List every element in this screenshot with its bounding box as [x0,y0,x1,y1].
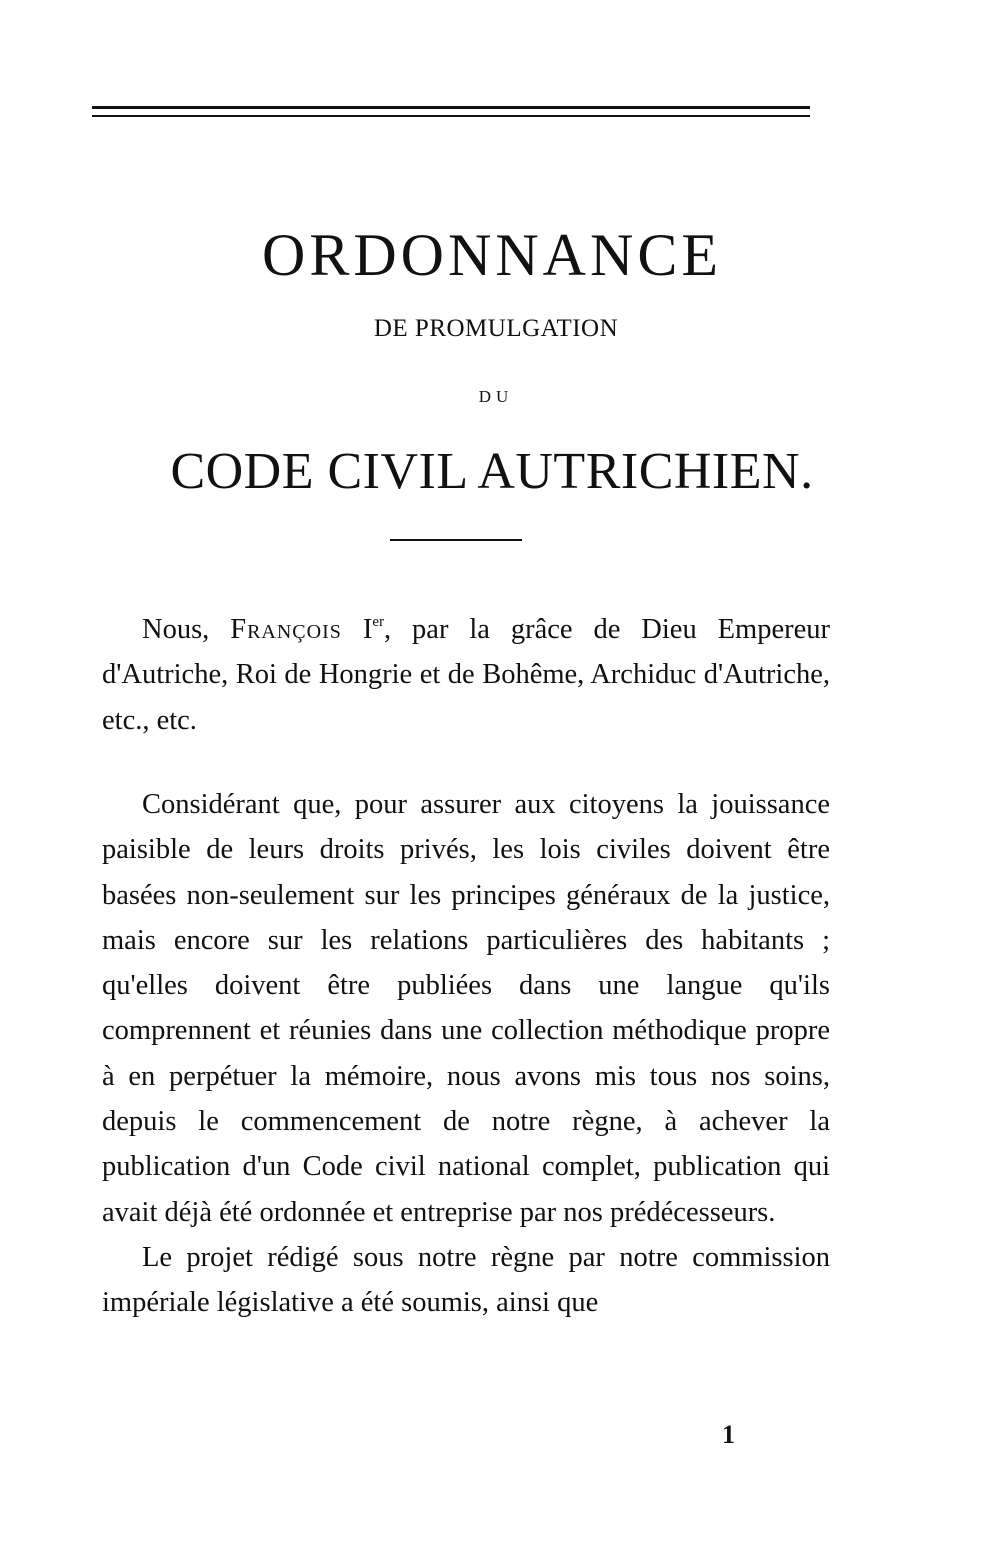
page-title: ORDONNANCE [262,222,722,288]
body-text [102,782,830,1326]
page-subtitle: DE PROMULGATION [373,315,619,342]
body-paragraph: Considérant que, pour assurer aux citoyens la jouissance paisible de leurs droits privés, les lois civiles doivent être basées non-seulement sur les principes généraux de la justice, mais encore sur les relations particulières des habitants ; qu'elles doivent être publiées dans une langue qu'ils comprennent et réunies dans une collection méthodique propre à en perpétuer la mémoire, nous avons mis tous nos soins, depuis le commencement de notre règne, à achever la publication d'un Code civil national complet, publication qui avait déjà été ordonnée et entreprise par nos prédécesseurs. [102,789,830,1228]
body-paragraph: Le projet rédigé sous notre règne par notre commission impériale législative a été soumis, ainsi que [102,1241,830,1319]
section-rule [390,539,522,541]
regnal-numeral: I [362,614,373,645]
opening-lead: Nous, [142,614,231,645]
page-number: 1 [722,1420,735,1449]
sovereign-name: François [230,614,342,645]
code-title: CODE CIVIL AUTRICHIEN. [170,443,814,500]
top-rule-thin [92,115,810,117]
top-rule [92,106,810,109]
opening-rest: , par la grâce de Dieu Empereur d'Autriche, Roi de Hongrie et de Bohême, Archiduc d'Autriche, etc., etc. [102,614,830,736]
regnal-suffix: er [372,614,384,630]
title-connector: DU [478,387,514,406]
opening-paragraph [102,607,830,743]
